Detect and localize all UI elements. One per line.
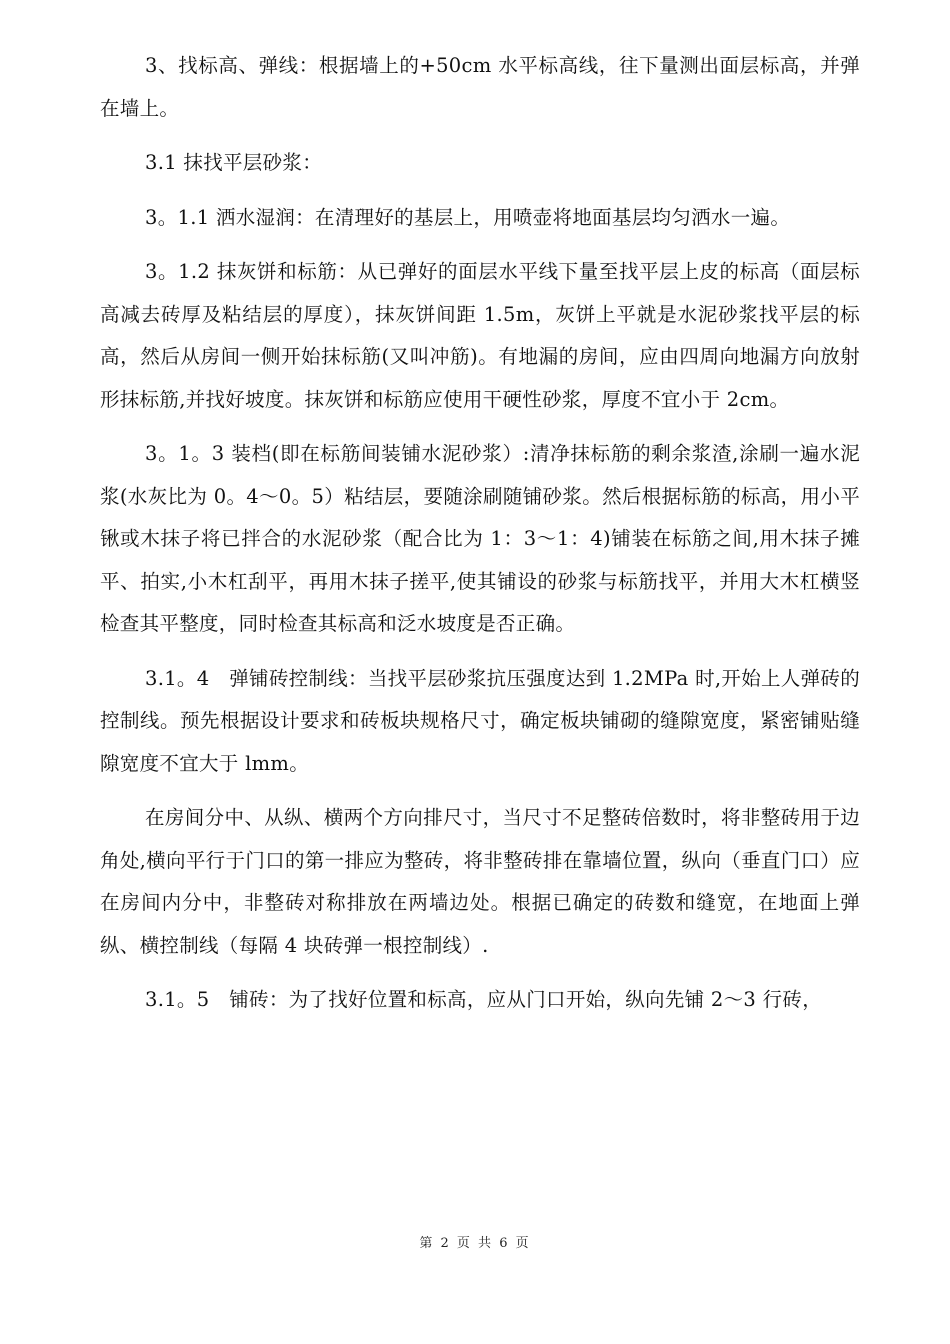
- paragraph-3-elevation-line: 3、找标高、弹线：根据墙上的+50cm 水平标高线，往下量测出面层标高，并弹在墙上。: [100, 54, 860, 120]
- paragraph-3-1-4-control-lines: 3.1。4 弹铺砖控制线：当找平层砂浆抗压强度达到 1.2MPa 时,开始上人弹砖的控制线。预先根据设计要求和砖板块规格尺寸，确定板块铺砌的缝隙宽度，紧密铺贴缝隙宽度不宜大于 lmm。: [100, 666, 860, 775]
- paragraph-3-1-1-wetting: 3。1.1 洒水湿润：在清理好的基层上，用喷壶将地面基层均匀洒水一遍。: [145, 205, 791, 229]
- document-body: [100, 45, 860, 1034]
- page-number-footer: 第 2 页 共 6 页: [419, 1236, 531, 1251]
- paragraph-3-1-3-filling: 3。1。3 装档(即在标筋间装铺水泥砂浆）:清净抹标筋的剩余浆渣,涂刷一遍水泥浆(水灰比为 0。4～0。5）粘结层，要随涂刷随铺砂浆。然后根据标筋的标高，用小平锹或木抹子将已拌合的水泥砂浆（配合比为 1：3～1：4)铺装在标筋之间,用木抹子摊平、拍实,小木杠刮平，再用木抹子搓平,使其铺设的砂浆与标筋找平，并用大木杠横竖检查其平整度，同时检查其标高和泛水坡度是否正确。: [100, 442, 860, 635]
- paragraph-3-1-heading: 3.1 抹找平层砂浆：: [145, 151, 323, 174]
- paragraph-3-1-2-screed-marks: 3。1.2 抹灰饼和标筋：从已弹好的面层水平线下量至找平层上皮的标高（面层标高减去砖厚及粘结层的厚度），抹灰饼间距 1.5m，灰饼上平就是水泥砂浆找平层的标高，然后从房间一侧开始抹标筋(又叫冲筋)。有地漏的房间，应由四周向地漏方向放射形抹标筋,并找好坡度。抹灰饼和标筋应使用干硬性砂浆，厚度不宜小于 2cm。: [100, 260, 860, 411]
- paragraph-3-1-5-tiling: 3.1。5 铺砖：为了找好位置和标高，应从门口开始，纵向先铺 2～3 行砖，: [145, 988, 823, 1011]
- paragraph-layout-rules: 在房间分中、从纵、横两个方向排尺寸，当尺寸不足整砖倍数时，将非整砖用于边角处,横向平行于门口的第一排应为整砖，将非整砖排在靠墙位置，纵向（垂直门口）应在房间内分中，非整砖对称排放在两墙边处。根据已确定的砖数和缝宽，在地面上弹纵、横控制线（每隔 4 块砖弹一根控制线）.: [100, 806, 860, 957]
